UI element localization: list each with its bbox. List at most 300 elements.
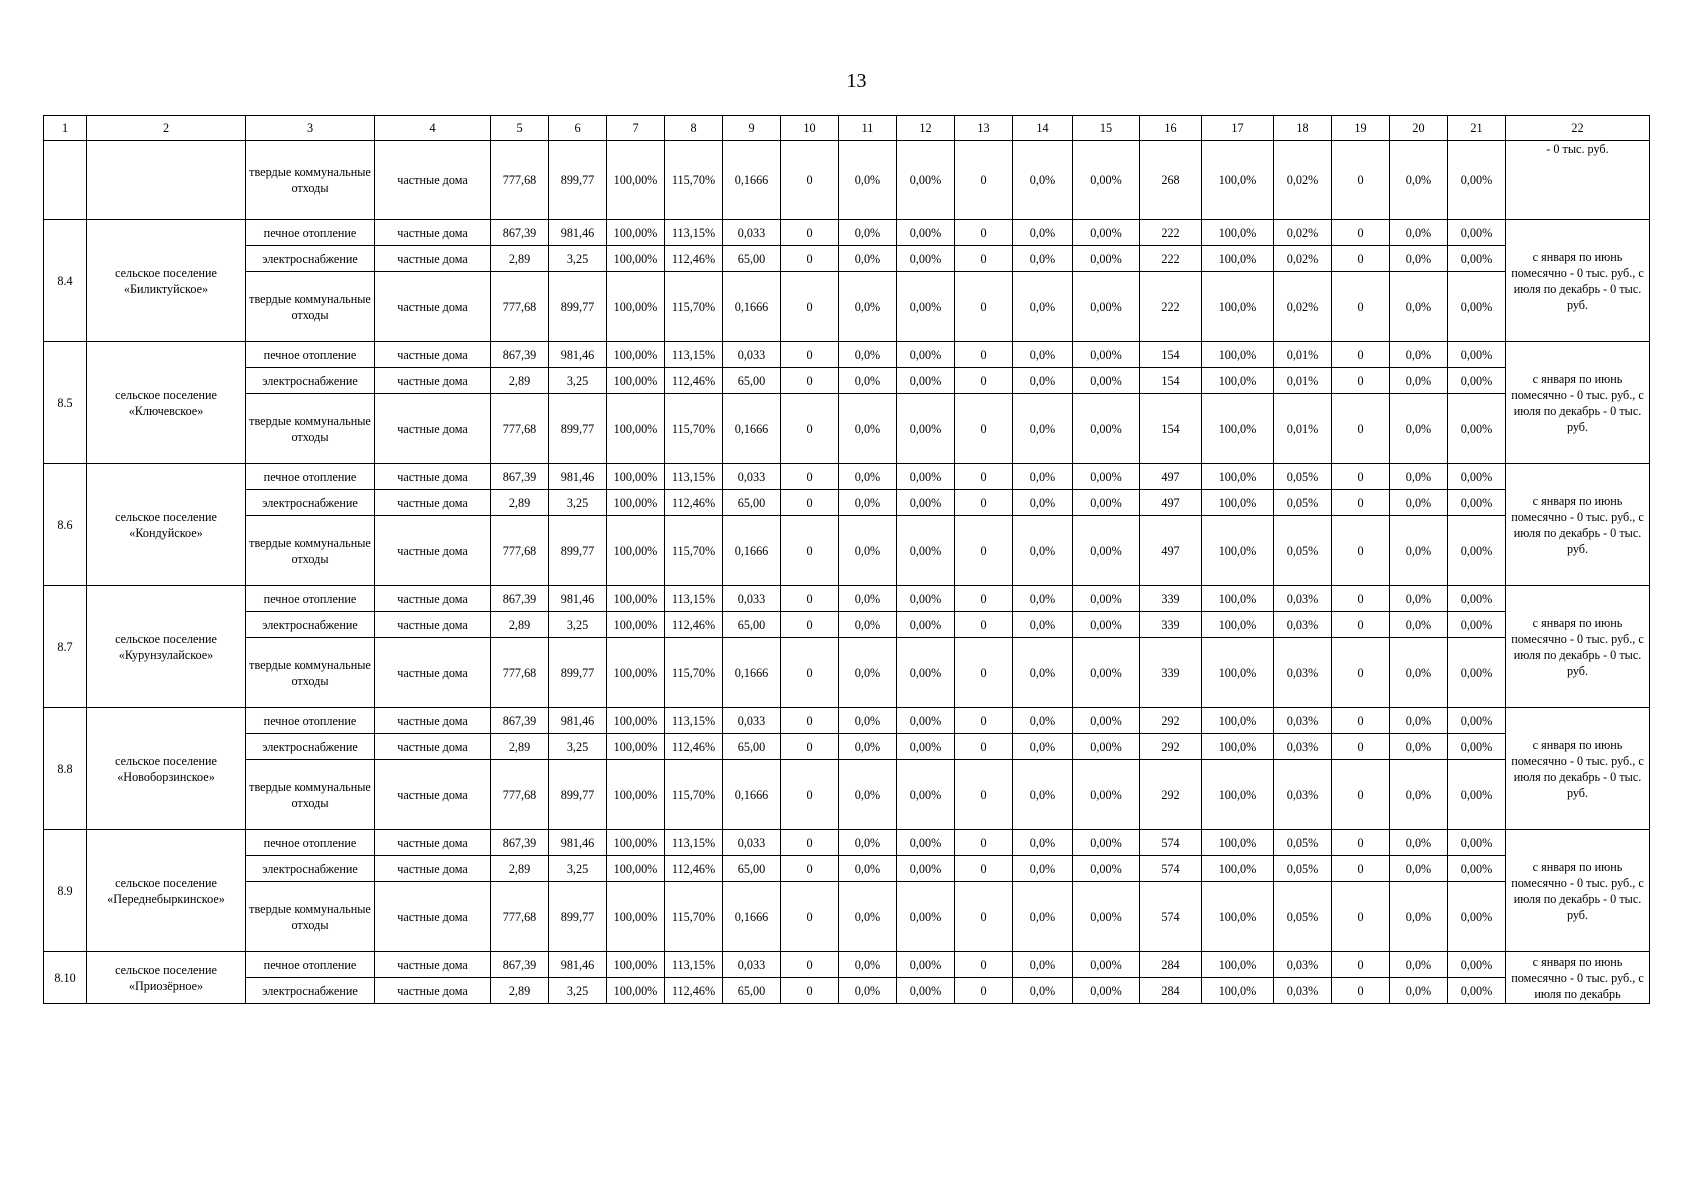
value-cell-11: 0,0% (839, 490, 897, 516)
service-cell: печное отопление (246, 830, 375, 856)
value-cell-7: 100,00% (607, 516, 665, 586)
value-cell-19: 0 (1332, 708, 1390, 734)
value-cell-8: 113,15% (665, 464, 723, 490)
note-cell: с января по июнь помесячно - 0 тыс. руб., с июля по декабрь - 0 тыс. руб. (1506, 220, 1650, 342)
value-cell-12: 0,00% (897, 272, 955, 342)
table-row (44, 760, 1650, 830)
value-cell-17: 100,0% (1202, 708, 1274, 734)
value-cell-21: 0,00% (1448, 368, 1506, 394)
value-cell-12: 0,00% (897, 394, 955, 464)
value-cell-18: 0,02% (1274, 272, 1332, 342)
value-cell-8: 112,46% (665, 246, 723, 272)
value-cell-9: 0,1666 (723, 394, 781, 464)
note-cell: с января по июнь помесячно - 0 тыс. руб., с июля по декабрь (1506, 952, 1650, 1004)
value-cell-7: 100,00% (607, 246, 665, 272)
value-cell-10: 0 (781, 464, 839, 490)
note-cell: с января по июнь помесячно - 0 тыс. руб., с июля по декабрь - 0 тыс. руб. (1506, 342, 1650, 464)
value-cell-16: 284 (1140, 952, 1202, 978)
column-number-cell: 10 (781, 116, 839, 141)
value-cell-7: 100,00% (607, 490, 665, 516)
value-cell-16: 574 (1140, 856, 1202, 882)
value-cell-17: 100,0% (1202, 612, 1274, 638)
value-cell-5: 777,68 (491, 394, 549, 464)
value-cell-11: 0,0% (839, 830, 897, 856)
value-cell-10: 0 (781, 220, 839, 246)
column-number-cell: 2 (87, 116, 246, 141)
value-cell-19: 0 (1332, 882, 1390, 952)
table-row (44, 830, 1650, 856)
value-cell-17: 100,0% (1202, 882, 1274, 952)
value-cell-13: 0 (955, 220, 1013, 246)
value-cell-12: 0,00% (897, 856, 955, 882)
value-cell-15: 0,00% (1073, 586, 1140, 612)
value-cell-18: 0,03% (1274, 708, 1332, 734)
value-cell-6: 899,77 (549, 272, 607, 342)
value-cell-15: 0,00% (1073, 978, 1140, 1004)
value-cell-16: 284 (1140, 978, 1202, 1004)
value-cell-18: 0,01% (1274, 342, 1332, 368)
service-cell: электроснабжение (246, 490, 375, 516)
value-cell-15: 0,00% (1073, 830, 1140, 856)
value-cell-15: 0,00% (1073, 516, 1140, 586)
value-cell-16: 497 (1140, 516, 1202, 586)
value-cell-20: 0,0% (1390, 368, 1448, 394)
value-cell-8: 113,15% (665, 220, 723, 246)
value-cell-19: 0 (1332, 586, 1390, 612)
value-cell-14: 0,0% (1013, 464, 1073, 490)
housing-type-cell: частные дома (375, 882, 491, 952)
value-cell-8: 115,70% (665, 882, 723, 952)
value-cell-17: 100,0% (1202, 220, 1274, 246)
value-cell-18: 0,02% (1274, 141, 1332, 220)
housing-type-cell: частные дома (375, 368, 491, 394)
value-cell-5: 867,39 (491, 464, 549, 490)
note-cell: с января по июнь помесячно - 0 тыс. руб., с июля по декабрь - 0 тыс. руб. (1506, 830, 1650, 952)
number-cell: 8.10 (44, 952, 87, 1004)
value-cell-12: 0,00% (897, 708, 955, 734)
value-cell-13: 0 (955, 394, 1013, 464)
value-cell-11: 0,0% (839, 272, 897, 342)
value-cell-14: 0,0% (1013, 978, 1073, 1004)
value-cell-8: 115,70% (665, 516, 723, 586)
value-cell-17: 100,0% (1202, 638, 1274, 708)
value-cell-19: 0 (1332, 342, 1390, 368)
value-cell-17: 100,0% (1202, 342, 1274, 368)
table-row (44, 978, 1650, 1004)
value-cell-14: 0,0% (1013, 220, 1073, 246)
value-cell-15: 0,00% (1073, 490, 1140, 516)
value-cell-20: 0,0% (1390, 830, 1448, 856)
value-cell-18: 0,05% (1274, 516, 1332, 586)
value-cell-11: 0,0% (839, 368, 897, 394)
value-cell-6: 3,25 (549, 368, 607, 394)
service-cell: печное отопление (246, 952, 375, 978)
value-cell-9: 0,1666 (723, 272, 781, 342)
value-cell-19: 0 (1332, 246, 1390, 272)
value-cell-19: 0 (1332, 830, 1390, 856)
value-cell-6: 981,46 (549, 464, 607, 490)
value-cell-12: 0,00% (897, 612, 955, 638)
value-cell-14: 0,0% (1013, 141, 1073, 220)
value-cell-20: 0,0% (1390, 952, 1448, 978)
value-cell-19: 0 (1332, 464, 1390, 490)
value-cell-8: 113,15% (665, 342, 723, 368)
housing-type-cell: частные дома (375, 708, 491, 734)
value-cell-10: 0 (781, 586, 839, 612)
housing-type-cell: частные дома (375, 464, 491, 490)
value-cell-13: 0 (955, 342, 1013, 368)
column-number-cell: 3 (246, 116, 375, 141)
value-cell-18: 0,01% (1274, 368, 1332, 394)
value-cell-9: 65,00 (723, 246, 781, 272)
value-cell-21: 0,00% (1448, 516, 1506, 586)
value-cell-15: 0,00% (1073, 952, 1140, 978)
service-cell: печное отопление (246, 708, 375, 734)
value-cell-19: 0 (1332, 952, 1390, 978)
value-cell-21: 0,00% (1448, 464, 1506, 490)
value-cell-11: 0,0% (839, 734, 897, 760)
value-cell-20: 0,0% (1390, 734, 1448, 760)
settlement-cell: сельское поселение «Биликтуйское» (87, 220, 246, 342)
value-cell-13: 0 (955, 464, 1013, 490)
column-number-cell: 15 (1073, 116, 1140, 141)
value-cell-18: 0,05% (1274, 490, 1332, 516)
value-cell-5: 2,89 (491, 490, 549, 516)
value-cell-14: 0,0% (1013, 882, 1073, 952)
value-cell-13: 0 (955, 978, 1013, 1004)
service-cell: электроснабжение (246, 978, 375, 1004)
value-cell-20: 0,0% (1390, 708, 1448, 734)
service-cell: электроснабжение (246, 856, 375, 882)
value-cell-14: 0,0% (1013, 490, 1073, 516)
table-row (44, 856, 1650, 882)
value-cell-12: 0,00% (897, 830, 955, 856)
housing-type-cell: частные дома (375, 246, 491, 272)
value-cell-8: 112,46% (665, 612, 723, 638)
value-cell-7: 100,00% (607, 830, 665, 856)
value-cell-11: 0,0% (839, 220, 897, 246)
value-cell-15: 0,00% (1073, 856, 1140, 882)
value-cell-10: 0 (781, 342, 839, 368)
value-cell-17: 100,0% (1202, 272, 1274, 342)
value-cell-7: 100,00% (607, 272, 665, 342)
value-cell-17: 100,0% (1202, 586, 1274, 612)
service-cell: печное отопление (246, 464, 375, 490)
service-cell: печное отопление (246, 586, 375, 612)
housing-type-cell: частные дома (375, 760, 491, 830)
table-row (44, 586, 1650, 612)
value-cell-11: 0,0% (839, 952, 897, 978)
value-cell-13: 0 (955, 272, 1013, 342)
value-cell-9: 0,033 (723, 586, 781, 612)
table-row (44, 141, 1650, 220)
value-cell-14: 0,0% (1013, 272, 1073, 342)
value-cell-15: 0,00% (1073, 638, 1140, 708)
value-cell-21: 0,00% (1448, 978, 1506, 1004)
value-cell-13: 0 (955, 586, 1013, 612)
value-cell-8: 112,46% (665, 490, 723, 516)
value-cell-6: 3,25 (549, 856, 607, 882)
value-cell-14: 0,0% (1013, 342, 1073, 368)
value-cell-9: 65,00 (723, 490, 781, 516)
settlement-cell: сельское поселение «Ключевское» (87, 342, 246, 464)
value-cell-16: 339 (1140, 638, 1202, 708)
value-cell-13: 0 (955, 952, 1013, 978)
column-number-cell: 20 (1390, 116, 1448, 141)
value-cell-11: 0,0% (839, 464, 897, 490)
column-number-cell: 14 (1013, 116, 1073, 141)
table-row (44, 952, 1650, 978)
value-cell-10: 0 (781, 638, 839, 708)
value-cell-15: 0,00% (1073, 342, 1140, 368)
service-cell: электроснабжение (246, 734, 375, 760)
value-cell-9: 65,00 (723, 612, 781, 638)
value-cell-12: 0,00% (897, 516, 955, 586)
value-cell-21: 0,00% (1448, 830, 1506, 856)
value-cell-17: 100,0% (1202, 368, 1274, 394)
table-row (44, 638, 1650, 708)
value-cell-19: 0 (1332, 760, 1390, 830)
value-cell-21: 0,00% (1448, 220, 1506, 246)
service-cell: печное отопление (246, 220, 375, 246)
value-cell-17: 100,0% (1202, 246, 1274, 272)
value-cell-14: 0,0% (1013, 586, 1073, 612)
value-cell-18: 0,03% (1274, 952, 1332, 978)
table-row (44, 708, 1650, 734)
column-number-cell: 19 (1332, 116, 1390, 141)
value-cell-10: 0 (781, 516, 839, 586)
value-cell-15: 0,00% (1073, 141, 1140, 220)
value-cell-9: 0,1666 (723, 516, 781, 586)
column-number-cell: 16 (1140, 116, 1202, 141)
value-cell-5: 777,68 (491, 638, 549, 708)
column-number-cell: 4 (375, 116, 491, 141)
number-cell (44, 141, 87, 220)
table-body (44, 116, 1650, 1004)
value-cell-6: 981,46 (549, 952, 607, 978)
value-cell-10: 0 (781, 830, 839, 856)
number-cell: 8.9 (44, 830, 87, 952)
column-number-cell: 7 (607, 116, 665, 141)
value-cell-18: 0,02% (1274, 220, 1332, 246)
value-cell-5: 867,39 (491, 952, 549, 978)
value-cell-9: 0,033 (723, 830, 781, 856)
value-cell-14: 0,0% (1013, 830, 1073, 856)
housing-type-cell: частные дома (375, 830, 491, 856)
value-cell-14: 0,0% (1013, 760, 1073, 830)
value-cell-16: 154 (1140, 342, 1202, 368)
value-cell-7: 100,00% (607, 220, 665, 246)
value-cell-20: 0,0% (1390, 516, 1448, 586)
housing-type-cell: частные дома (375, 856, 491, 882)
value-cell-5: 2,89 (491, 368, 549, 394)
table-row (44, 368, 1650, 394)
value-cell-6: 3,25 (549, 490, 607, 516)
column-number-cell: 21 (1448, 116, 1506, 141)
value-cell-15: 0,00% (1073, 246, 1140, 272)
value-cell-16: 292 (1140, 760, 1202, 830)
value-cell-8: 113,15% (665, 830, 723, 856)
tariff-table (43, 115, 1650, 1004)
value-cell-21: 0,00% (1448, 612, 1506, 638)
value-cell-6: 899,77 (549, 638, 607, 708)
value-cell-9: 0,033 (723, 708, 781, 734)
value-cell-18: 0,03% (1274, 586, 1332, 612)
value-cell-8: 112,46% (665, 978, 723, 1004)
value-cell-7: 100,00% (607, 734, 665, 760)
value-cell-15: 0,00% (1073, 464, 1140, 490)
value-cell-19: 0 (1332, 612, 1390, 638)
housing-type-cell: частные дома (375, 342, 491, 368)
value-cell-20: 0,0% (1390, 272, 1448, 342)
value-cell-14: 0,0% (1013, 734, 1073, 760)
value-cell-19: 0 (1332, 490, 1390, 516)
value-cell-18: 0,02% (1274, 246, 1332, 272)
value-cell-16: 574 (1140, 882, 1202, 952)
value-cell-18: 0,01% (1274, 394, 1332, 464)
value-cell-13: 0 (955, 368, 1013, 394)
value-cell-14: 0,0% (1013, 394, 1073, 464)
service-cell: твердые коммунальные отходы (246, 141, 375, 220)
column-number-cell: 13 (955, 116, 1013, 141)
settlement-cell: сельское поселение «Приозёрное» (87, 952, 246, 1004)
table-row (44, 612, 1650, 638)
value-cell-8: 112,46% (665, 734, 723, 760)
value-cell-20: 0,0% (1390, 882, 1448, 952)
housing-type-cell: частные дома (375, 394, 491, 464)
service-cell: электроснабжение (246, 368, 375, 394)
value-cell-6: 899,77 (549, 760, 607, 830)
value-cell-19: 0 (1332, 220, 1390, 246)
settlement-cell: сельское поселение «Курунзулайское» (87, 586, 246, 708)
value-cell-6: 981,46 (549, 342, 607, 368)
number-cell: 8.4 (44, 220, 87, 342)
value-cell-11: 0,0% (839, 141, 897, 220)
value-cell-16: 497 (1140, 464, 1202, 490)
value-cell-5: 777,68 (491, 882, 549, 952)
value-cell-14: 0,0% (1013, 856, 1073, 882)
housing-type-cell: частные дома (375, 141, 491, 220)
value-cell-21: 0,00% (1448, 490, 1506, 516)
value-cell-10: 0 (781, 952, 839, 978)
column-number-cell: 8 (665, 116, 723, 141)
value-cell-9: 0,1666 (723, 638, 781, 708)
value-cell-12: 0,00% (897, 760, 955, 830)
value-cell-15: 0,00% (1073, 612, 1140, 638)
value-cell-6: 3,25 (549, 978, 607, 1004)
value-cell-10: 0 (781, 272, 839, 342)
column-number-cell: 1 (44, 116, 87, 141)
value-cell-16: 222 (1140, 220, 1202, 246)
value-cell-13: 0 (955, 760, 1013, 830)
value-cell-14: 0,0% (1013, 246, 1073, 272)
value-cell-9: 65,00 (723, 978, 781, 1004)
value-cell-8: 113,15% (665, 708, 723, 734)
value-cell-10: 0 (781, 882, 839, 952)
value-cell-11: 0,0% (839, 882, 897, 952)
housing-type-cell: частные дома (375, 516, 491, 586)
value-cell-6: 3,25 (549, 246, 607, 272)
note-cell: с января по июнь помесячно - 0 тыс. руб., с июля по декабрь - 0 тыс. руб. (1506, 464, 1650, 586)
value-cell-9: 0,033 (723, 464, 781, 490)
value-cell-7: 100,00% (607, 708, 665, 734)
value-cell-14: 0,0% (1013, 368, 1073, 394)
value-cell-8: 115,70% (665, 141, 723, 220)
value-cell-18: 0,05% (1274, 830, 1332, 856)
value-cell-13: 0 (955, 638, 1013, 708)
value-cell-15: 0,00% (1073, 882, 1140, 952)
value-cell-13: 0 (955, 141, 1013, 220)
value-cell-16: 339 (1140, 586, 1202, 612)
value-cell-17: 100,0% (1202, 464, 1274, 490)
value-cell-12: 0,00% (897, 490, 955, 516)
service-cell: твердые коммунальные отходы (246, 760, 375, 830)
value-cell-10: 0 (781, 708, 839, 734)
value-cell-19: 0 (1332, 638, 1390, 708)
value-cell-5: 867,39 (491, 220, 549, 246)
value-cell-13: 0 (955, 612, 1013, 638)
value-cell-11: 0,0% (839, 586, 897, 612)
column-number-cell: 5 (491, 116, 549, 141)
value-cell-17: 100,0% (1202, 830, 1274, 856)
value-cell-11: 0,0% (839, 516, 897, 586)
value-cell-8: 113,15% (665, 952, 723, 978)
value-cell-9: 0,033 (723, 342, 781, 368)
value-cell-7: 100,00% (607, 368, 665, 394)
value-cell-17: 100,0% (1202, 760, 1274, 830)
value-cell-7: 100,00% (607, 464, 665, 490)
value-cell-14: 0,0% (1013, 952, 1073, 978)
value-cell-14: 0,0% (1013, 516, 1073, 586)
value-cell-21: 0,00% (1448, 141, 1506, 220)
value-cell-10: 0 (781, 612, 839, 638)
value-cell-13: 0 (955, 734, 1013, 760)
number-cell: 8.8 (44, 708, 87, 830)
value-cell-18: 0,03% (1274, 612, 1332, 638)
value-cell-6: 981,46 (549, 586, 607, 612)
value-cell-15: 0,00% (1073, 272, 1140, 342)
value-cell-21: 0,00% (1448, 272, 1506, 342)
settlement-cell (87, 141, 246, 220)
note-cell: с января по июнь помесячно - 0 тыс. руб., с июля по декабрь - 0 тыс. руб. (1506, 708, 1650, 830)
value-cell-12: 0,00% (897, 638, 955, 708)
table-row (44, 220, 1650, 246)
value-cell-20: 0,0% (1390, 246, 1448, 272)
table-row (44, 516, 1650, 586)
housing-type-cell: частные дома (375, 612, 491, 638)
value-cell-20: 0,0% (1390, 760, 1448, 830)
value-cell-15: 0,00% (1073, 734, 1140, 760)
value-cell-21: 0,00% (1448, 952, 1506, 978)
value-cell-11: 0,0% (839, 708, 897, 734)
value-cell-5: 2,89 (491, 612, 549, 638)
value-cell-19: 0 (1332, 856, 1390, 882)
column-number-cell: 6 (549, 116, 607, 141)
value-cell-16: 339 (1140, 612, 1202, 638)
value-cell-6: 899,77 (549, 394, 607, 464)
value-cell-6: 3,25 (549, 612, 607, 638)
value-cell-10: 0 (781, 734, 839, 760)
settlement-cell: сельское поселение «Переднебыркинское» (87, 830, 246, 952)
value-cell-10: 0 (781, 368, 839, 394)
value-cell-10: 0 (781, 978, 839, 1004)
table-row (44, 734, 1650, 760)
value-cell-17: 100,0% (1202, 734, 1274, 760)
service-cell: твердые коммунальные отходы (246, 516, 375, 586)
value-cell-20: 0,0% (1390, 394, 1448, 464)
housing-type-cell: частные дома (375, 734, 491, 760)
value-cell-20: 0,0% (1390, 638, 1448, 708)
